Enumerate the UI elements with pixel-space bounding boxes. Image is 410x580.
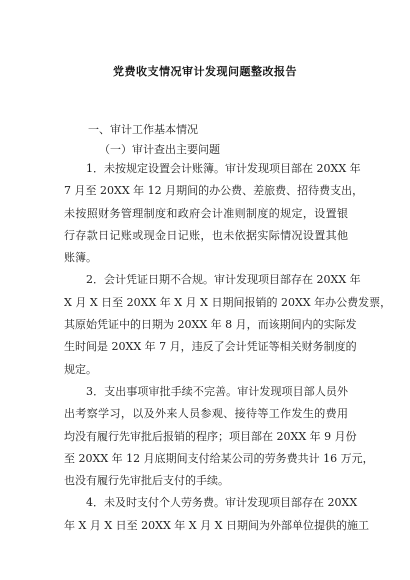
paragraph-line: 也没有履行先审批后支付的手续。	[64, 474, 229, 488]
sub-heading: （一）审计查出主要问题	[99, 143, 220, 156]
paragraph-line: 7 月至 20XX 年 12 月期间的办公费、差旅费、招待费支出，	[64, 184, 364, 198]
paragraph-line: 2．会计凭证日期不合规。审计发现项目部存在 20XX 年	[86, 273, 361, 287]
paragraph-line: 1．未按规定设置会计账簿。审计发现项目部在 20XX 年	[86, 162, 361, 175]
paragraph-3	[64, 381, 374, 492]
paragraph-line: 出考察学习，以及外来人员参观、接待等工作发生的费用	[64, 407, 348, 421]
paragraph-line: 均没有履行先审批后报销的程序；项目部在 20XX 年 9 月份	[64, 429, 357, 443]
paragraph-1	[64, 158, 364, 269]
paragraph-line: 生时间是 20XX 年 7 月，违反了会计凭证等相关财务制度的	[64, 340, 357, 354]
paragraph-line: 账簿。	[64, 251, 97, 265]
paragraph-line: 未按照财务管理制度和政府会计准则制度的规定，设置银	[64, 206, 348, 220]
paragraph-line: 至 20XX 年 12 月底期间支付给某公司的劳务费共计 16 万元，	[64, 451, 374, 465]
paragraph-line: 年 X 月 X 日至 20XX 年 X 月 X 日期间为外部单位提供的施工	[64, 518, 369, 532]
paragraph-line: 行存款日记账或现金日记账，也未依据实际情况设置其他	[64, 228, 348, 242]
paragraph-line: 4．未及时支付个人劳务费。审计发现项目部存在 20XX	[86, 496, 358, 510]
paragraph-line: 3．支出事项审批手续不完善。审计发现项目部人员外	[86, 384, 348, 398]
paragraph-line: 规定。	[64, 362, 97, 376]
paragraph-line: X 月 X 日至 20XX 年 X 月 X 日期间报销的 20XX 年办公费发票，	[64, 295, 392, 309]
section-heading: 一、审计工作基本情况	[88, 123, 198, 136]
document-title: 党费收支情况审计发现问题整改报告	[113, 65, 297, 78]
paragraph-line: 其原始凭证中的日期为 20XX 年 8 月，而该期间内的实际发	[64, 318, 357, 332]
paragraph-4	[64, 492, 369, 537]
paragraph-2	[64, 269, 392, 380]
document-body	[64, 158, 392, 537]
